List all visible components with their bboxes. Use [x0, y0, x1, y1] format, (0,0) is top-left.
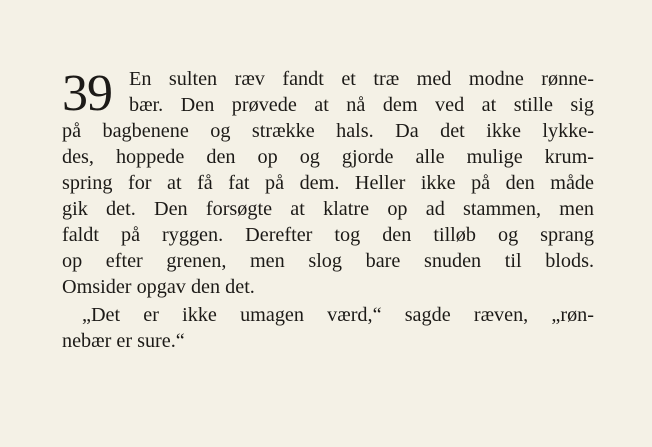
fable-line-6: gik det. Den forsøgte at klatre op ad stammen, men — [62, 198, 594, 220]
fable-line-3: på bagbenene og strække hals. Da det ikke lykke- — [62, 120, 594, 142]
fable-line-5: spring for at få fat på dem. Heller ikke på den måde — [62, 172, 594, 194]
fable-line-11: nebær er sure.“ — [62, 330, 185, 352]
fable-line-9: Omsider opgav den det. — [62, 276, 255, 298]
fable-line-8: op efter grenen, men slog bare snuden til blods. — [62, 250, 594, 272]
fable-line-2: bær. Den prøvede at nå dem ved at stille sig — [129, 94, 594, 116]
fable-line-1: En sulten ræv fandt et træ med modne rønne- — [129, 68, 594, 90]
fable-number: 39 — [62, 65, 112, 122]
fable-line-4: des, hoppede den op og gjorde alle mulige krum- — [62, 146, 594, 168]
fable-line-10: „Det er ikke umagen værd,“ sagde ræven, „røn- — [82, 304, 594, 326]
fable-line-7: faldt på ryggen. Derefter tog den tilløb og sprang — [62, 224, 594, 246]
